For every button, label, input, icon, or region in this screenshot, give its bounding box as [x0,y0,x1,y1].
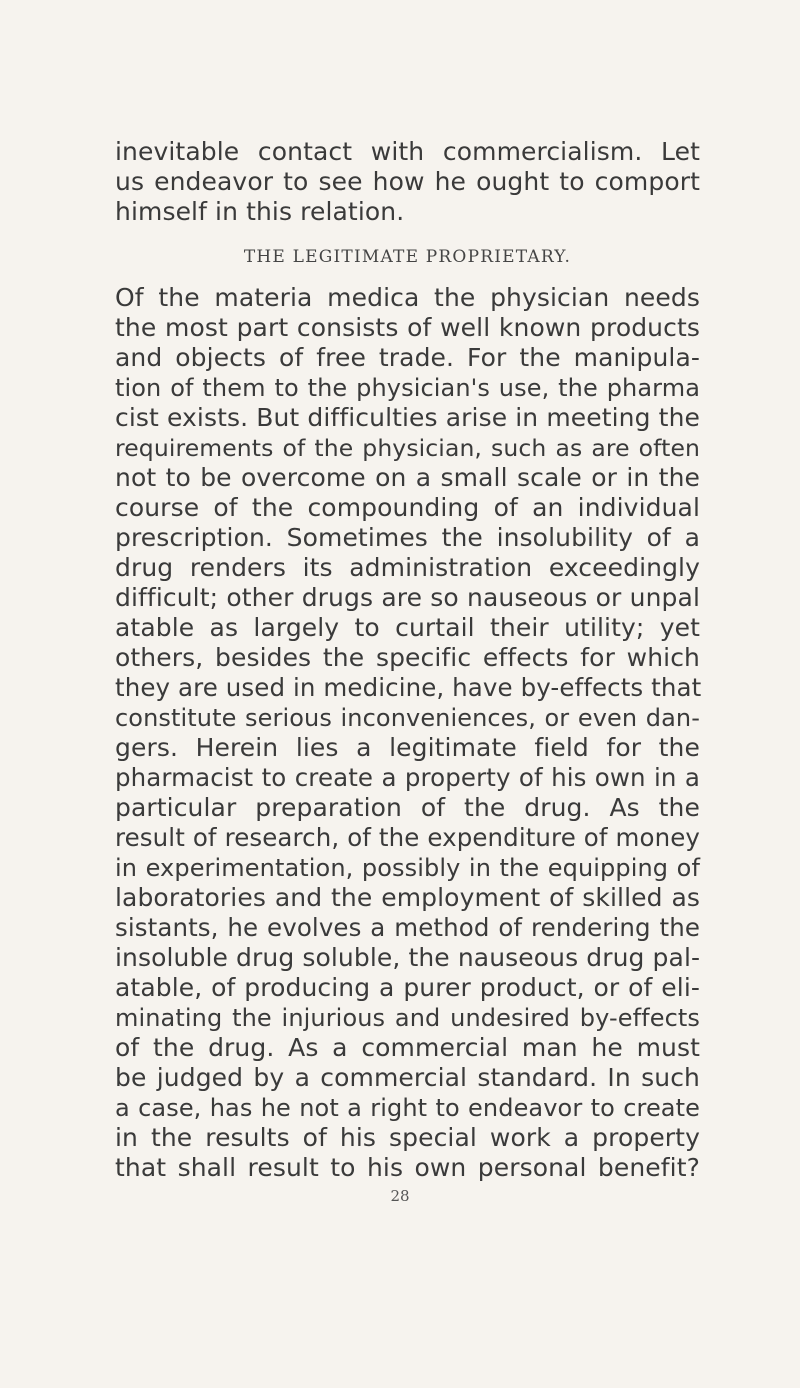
text-line: difficult; other drugs are so nauseous or unpal [115,583,700,612]
text-line: a case, has he not a right to endeavor to create [115,1094,700,1122]
text-line: atable as largely to curtail their utility; yet [115,613,700,642]
text-line: the most part consists of well known products [115,313,700,342]
text-line: inevitable contact with commercialism. Let [115,137,700,166]
text-line: sistants, he evolves a method of rendering the [115,913,700,942]
text-line: Of the materia medica the physician needs [115,283,700,312]
text-line: that shall result to his own personal benefit? [115,1153,700,1182]
text-line: particular preparation of the drug. As the [115,793,700,822]
text-line: others, besides the specific effects for which [115,643,700,672]
text-line: drug renders its administration exceedingly [115,553,700,582]
text-line: and objects of free trade. For the manipula- [115,343,700,372]
text-line: in the results of his special work a property [115,1123,700,1152]
text-line: gers. Herein lies a legitimate field for the [115,733,700,762]
text-line: result of research, of the expenditure of money [115,823,700,852]
text-line: in experimentation, possibly in the equipping of [115,854,700,882]
text-line: atable, of producing a purer product, or of eli- [115,973,700,1002]
text-line: himself in this relation. [115,197,405,226]
page-number: 28 [390,1187,410,1205]
text-line: they are used in medicine, have by-effects that [115,673,702,702]
text-line: us endeavor to see how he ought to comport [115,167,700,196]
text-line: requirements of the physician, such as are often [115,434,700,462]
text-line: constitute serious inconveniences, or even dan- [115,704,700,732]
text-line: insoluble drug soluble, the nauseous drug pal- [115,943,701,972]
section-heading: THE LEGITIMATE PROPRIETARY. [243,247,572,267]
text-line: be judged by a commercial standard. In such [115,1063,700,1092]
text-line: course of the compounding of an individual [115,493,700,522]
text-line: laboratories and the employment of skilled as [115,883,700,912]
text-line: tion of them to the physician's use, the pharma [115,374,700,402]
text-line: minating the injurious and undesired by-effects [115,1004,700,1032]
text-line: not to be overcome on a small scale or in the [115,463,700,492]
text-line: pharmacist to create a property of his own in a [115,763,700,792]
text-line: cist exists. But difficulties arise in meeting the [115,403,700,432]
text-line: of the drug. As a commercial man he must [115,1033,700,1062]
text-line: prescription. Sometimes the insolubility of a [115,523,700,552]
